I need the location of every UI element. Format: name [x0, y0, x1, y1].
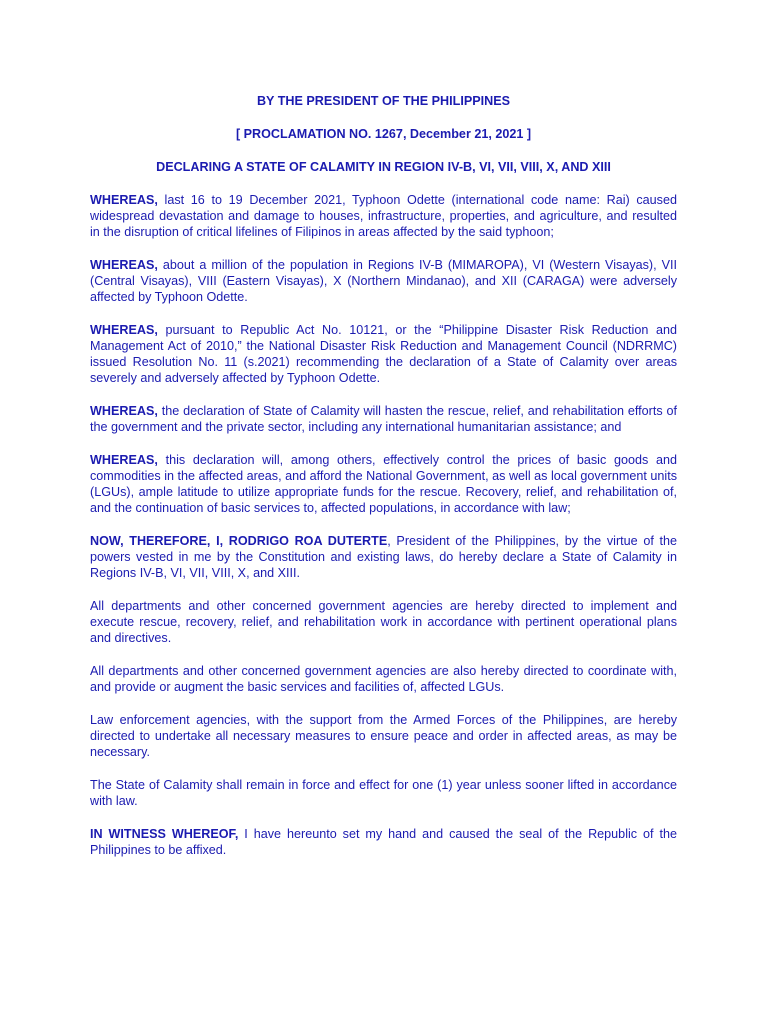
- paragraph-text: last 16 to 19 December 2021, Typhoon Odette (international code name: Rai) caused widespread devastation and damage to houses, infrastructure, properties, and agriculture, and resulted in the disruption of critical lifelines of Filipinos in areas affected by the said typhoon;: [90, 193, 677, 239]
- paragraph-lead: WHEREAS,: [90, 453, 158, 467]
- paragraph-lead: WHEREAS,: [90, 193, 158, 207]
- paragraph-declaration: [90, 533, 677, 581]
- paragraph-text: this declaration will, among others, effectively control the prices of basic goods and commodities in the affected areas, and afford the National Government, as well as local government units (LGUs), ample latitude to utilize appropriate funds for the rescue. Recovery, relief, and rehabilitation of, and the continuation of basic services to, affected populations, in accordance with law;: [90, 453, 677, 515]
- paragraph-lead: WHEREAS,: [90, 258, 158, 272]
- issuer-heading: BY THE PRESIDENT OF THE PHILIPPINES: [256, 94, 511, 108]
- paragraph-witness: [90, 826, 677, 858]
- paragraph-whereas-2: [90, 257, 677, 305]
- paragraph-text: All departments and other concerned government agencies are hereby directed to implement and execute rescue, recovery, relief, and rehabilitation work in accordance with pertinent operational plans and directives.: [90, 599, 677, 645]
- paragraph-lead: NOW, THEREFORE, I, RODRIGO ROA DUTERTE: [90, 534, 388, 548]
- paragraph-lead: WHEREAS,: [90, 404, 158, 418]
- paragraph-whereas-5: [90, 452, 677, 516]
- paragraph-whereas-3: [90, 322, 677, 386]
- paragraph-text: about a million of the population in Regions IV-B (MIMAROPA), VI (Western Visayas), VII (Central Visayas), VIII (Eastern Visayas), X (Northern Mindanao), and XII (CARAGA) were adversely affected by Typhoon Odette.: [90, 258, 677, 304]
- paragraph-text: Law enforcement agencies, with the support from the Armed Forces of the Philippines, are hereby directed to undertake all necessary measures to ensure peace and order in affected areas, as may be necessary.: [90, 713, 677, 759]
- paragraph-text: All departments and other concerned government agencies are also hereby directed to coordinate with, and provide or augment the basic services and facilities of, affected LGUs.: [90, 664, 677, 694]
- document-page: [90, 93, 677, 875]
- paragraph-text: The State of Calamity shall remain in force and effect for one (1) year unless sooner lifted in accordance with law.: [90, 778, 677, 808]
- paragraph-text: I have hereunto set my hand and caused the seal of the Republic of the Philippines to be affixed.: [90, 827, 677, 857]
- paragraph-whereas-4: [90, 403, 677, 435]
- paragraph-directive-1: [90, 598, 677, 646]
- paragraph-whereas-1: [90, 192, 677, 240]
- paragraph-text: , President of the Philippines, by the virtue of the powers vested in me by the Constitution and existing laws, do hereby declare a State of Calamity in Regions IV-B, VI, VII, VIII, X, and XIII.: [90, 534, 677, 580]
- paragraph-duration: [90, 777, 677, 809]
- paragraph-directive-2: [90, 663, 677, 695]
- paragraph-text: pursuant to Republic Act No. 10121, or the “Philippine Disaster Risk Reduction and Management Act of 2010,” the National Disaster Risk Reduction and Management Council (NDRRMC) issued Resolution No. 11 (s.2021) recommending the declaration of a State of Calamity over areas severely and adversely affected by Typhoon Odette.: [90, 323, 677, 385]
- paragraph-lead: WHEREAS,: [90, 323, 158, 337]
- paragraph-text: the declaration of State of Calamity will hasten the rescue, relief, and rehabilitation efforts of the government and the private sector, including any international humanitarian assistance; and: [90, 404, 677, 434]
- proclamation-number: [ PROCLAMATION NO. 1267, December 21, 2021 ]: [235, 127, 532, 141]
- paragraph-lead: IN WITNESS WHEREOF,: [90, 827, 239, 841]
- paragraph-directive-3: [90, 712, 677, 760]
- proclamation-title: DECLARING A STATE OF CALAMITY IN REGION IV-B, VI, VII, VIII, X, AND XIII: [156, 160, 611, 174]
